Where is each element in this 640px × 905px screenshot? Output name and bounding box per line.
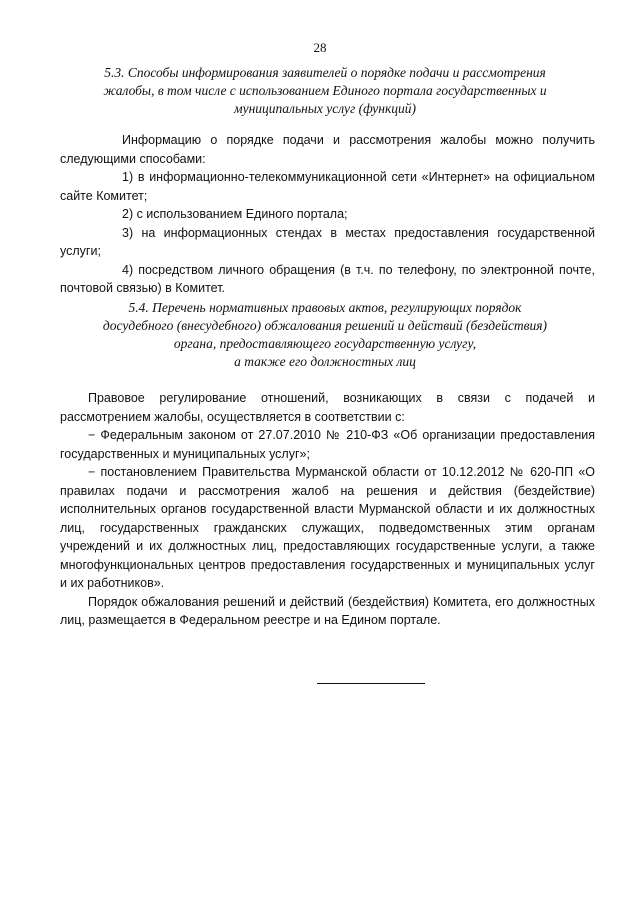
heading-line: а также его должностных лиц bbox=[234, 354, 416, 369]
intro-paragraph: Информацию о порядке подачи и рассмотрения жалобы можно получить следующими способами: bbox=[60, 133, 595, 166]
heading-line: досудебного (внесудебного) обжалования решений и действий (бездействия) bbox=[102, 318, 548, 333]
list-item: − Федеральным законом от 27.07.2010 № 210-ФЗ «Об организации предоставления государственных и муниципальных услуг»; bbox=[60, 428, 595, 461]
heading-line: муниципальных услуг (функций) bbox=[234, 101, 416, 116]
list-item: 2) с использованием Единого портала; bbox=[122, 207, 348, 221]
list-item: 4) посредством личного обращения (в т.ч. по телефону, по электронной почте, почтовой связью) в Комитет. bbox=[60, 262, 595, 295]
list-item: 1) в информационно-телекоммуникационной сети «Интернет» на официальном сайте Комитет; bbox=[60, 170, 595, 203]
list-item: 3) на информационных стендах в местах предоставления государственной услуги; bbox=[60, 225, 595, 258]
heading-line: 5.3. Способы информирования заявителей о порядке подачи и рассмотрения bbox=[104, 65, 546, 80]
page-number: 28 bbox=[313, 40, 327, 55]
list-item: − постановлением Правительства Мурманской области от 10.12.2012 № 620-ПП «О правилах подачи и рассмотрения жалоб на решения и действия (бездействие) исполнительных органов государственной власти Мурманской области и их должностных лиц, государственных гражданских служащих, подведомственных этим органам учреждений и их должностных лиц, предоставляющих государственные услуги, а также многофункциональных центров предоставления государственных и муниципальных услуг и их работников». bbox=[60, 465, 595, 590]
section-5-4-body bbox=[60, 389, 595, 630]
heading-line: жалобы, в том числе с использованием Единого портала государственных и bbox=[103, 83, 547, 98]
heading-line: органа, предоставляющего государственную услугу, bbox=[173, 336, 477, 351]
heading-line: 5.4. Перечень нормативных правовых актов, регулирующих порядок bbox=[128, 300, 522, 315]
closing-paragraph: Порядок обжалования решений и действий (бездействия) Комитета, его должностных лиц, размещается в Федеральном реестре и на Едином портале. bbox=[60, 594, 595, 627]
section-5-4-heading bbox=[60, 299, 590, 371]
section-5-3-heading bbox=[60, 64, 590, 118]
closing-rule bbox=[317, 683, 425, 684]
section-5-3-body bbox=[60, 131, 595, 298]
intro-paragraph: Правовое регулирование отношений, возникающих в связи с подачей и рассмотрением жалобы, осуществляется в соответствии с: bbox=[60, 391, 595, 424]
